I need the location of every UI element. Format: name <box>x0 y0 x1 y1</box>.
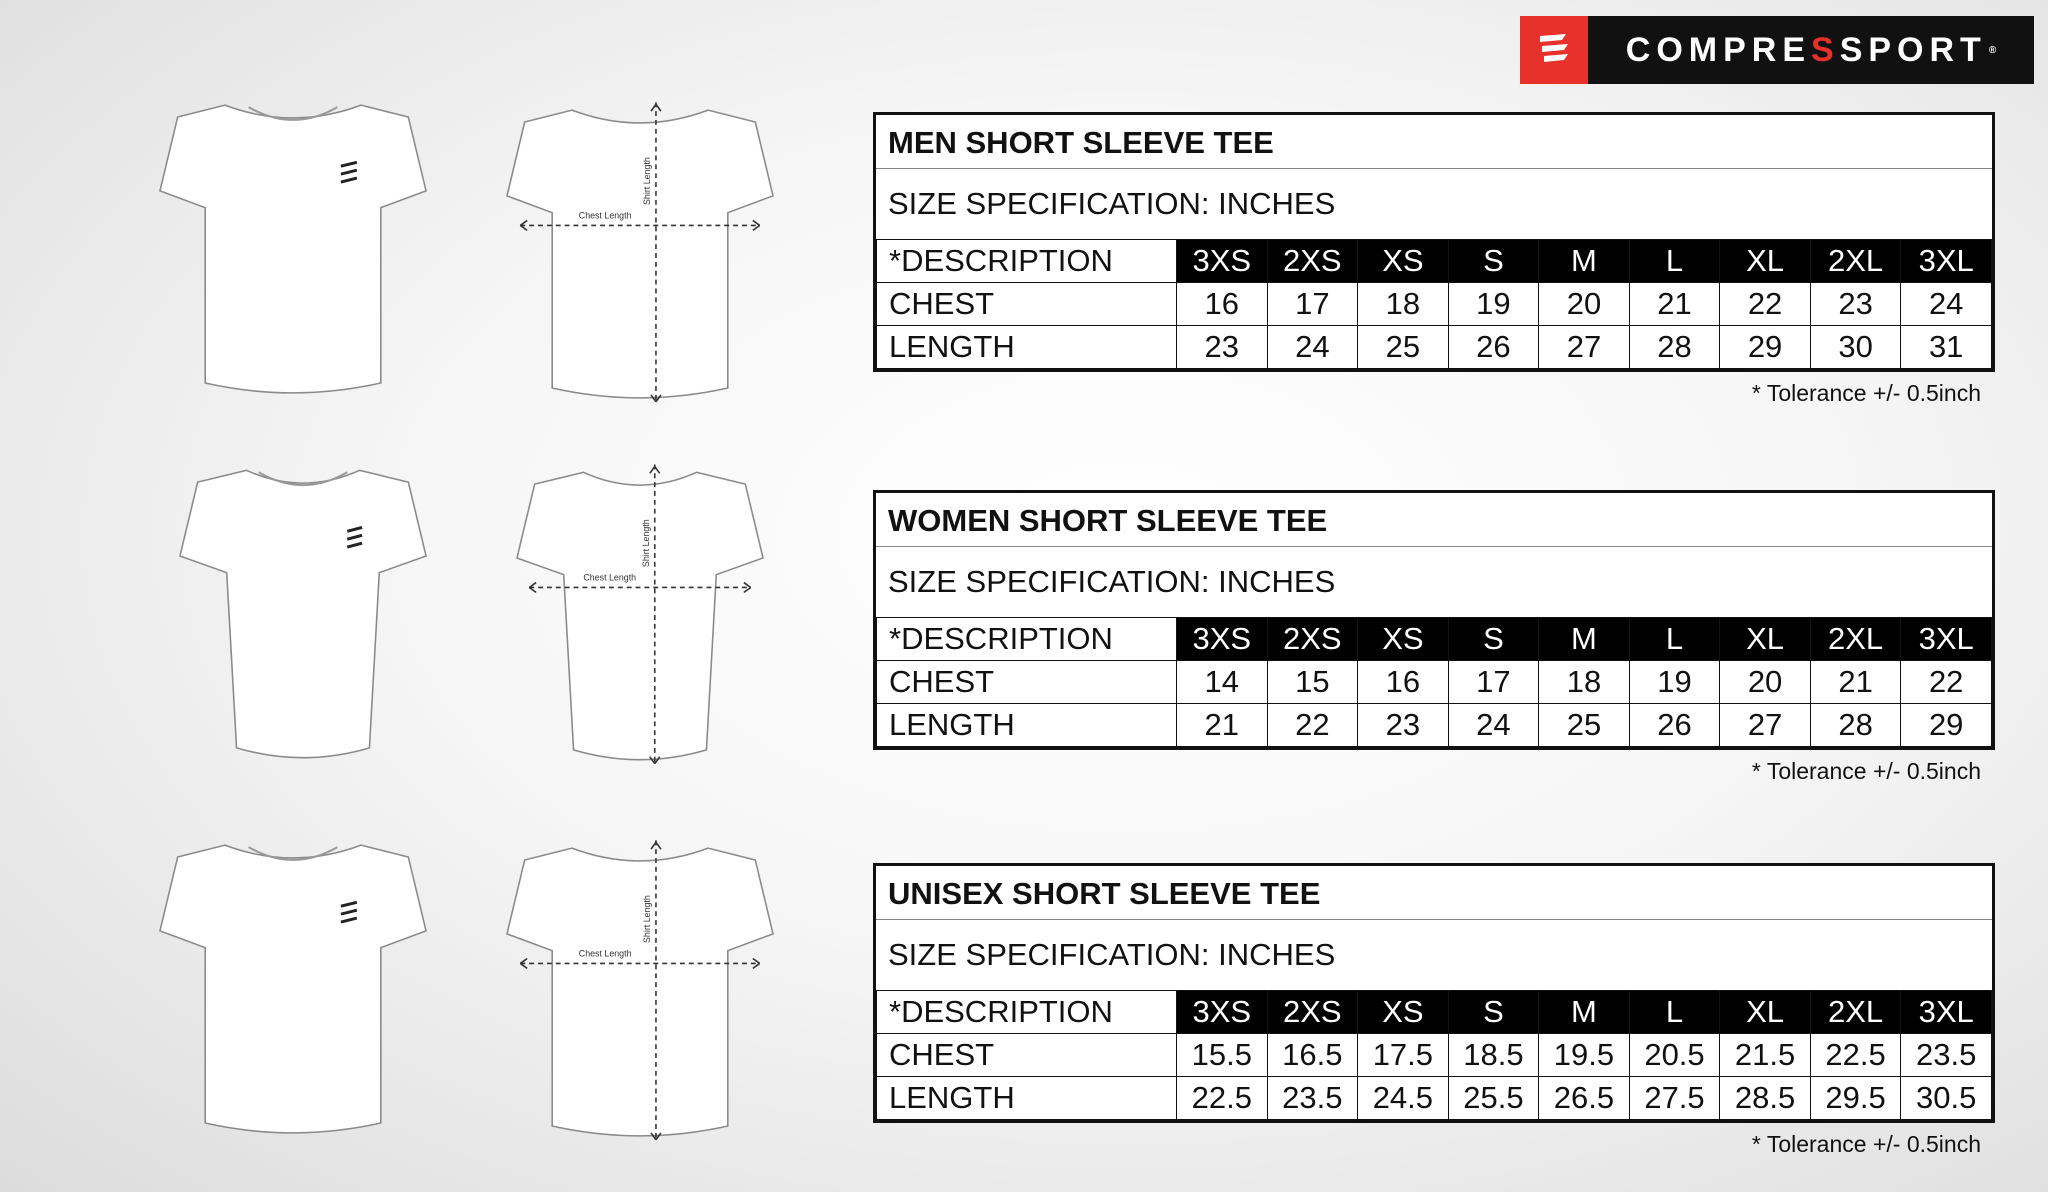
table-cell: 29 <box>1901 704 1992 747</box>
size-header: M <box>1539 240 1630 283</box>
table-cell: 19 <box>1629 661 1720 704</box>
size-header: XS <box>1358 991 1449 1034</box>
row-label: CHEST <box>877 1034 1177 1077</box>
table-cell: 24 <box>1901 283 1992 326</box>
table-title: MEN SHORT SLEEVE TEE <box>876 115 1992 169</box>
table-cell: 21 <box>1810 661 1901 704</box>
table-header-row <box>877 618 1992 661</box>
table-cell: 29 <box>1720 326 1811 369</box>
table-cell: 27 <box>1720 704 1811 747</box>
tolerance-note: * Tolerance +/- 0.5inch <box>1751 758 1981 784</box>
row-label: CHEST <box>877 661 1177 704</box>
table-cell: 23 <box>1358 704 1449 747</box>
size-header: 2XL <box>1810 240 1901 283</box>
table-row <box>877 1077 1992 1120</box>
chest-length-label: Chest Length <box>578 210 632 221</box>
size-header: 2XS <box>1267 618 1358 661</box>
table-header-row <box>877 240 1992 283</box>
size-header: L <box>1629 618 1720 661</box>
size-header: 2XL <box>1810 618 1901 661</box>
table-unit: SIZE SPECIFICATION: INCHES <box>888 937 1336 972</box>
table-cell: 23.5 <box>1267 1077 1358 1120</box>
table-cell: 20.5 <box>1629 1034 1720 1077</box>
size-header: 3XL <box>1901 240 1992 283</box>
table-cell: 30.5 <box>1901 1077 1992 1120</box>
table-cell: 14 <box>1177 661 1268 704</box>
table-cell: 21.5 <box>1720 1034 1811 1077</box>
shirt-front-drawing-2 <box>158 835 428 1145</box>
size-table-0 <box>873 112 1995 407</box>
size-header: S <box>1448 240 1539 283</box>
size-header: 2XS <box>1267 991 1358 1034</box>
table-cell: 26.5 <box>1539 1077 1630 1120</box>
size-spec-table <box>876 990 1992 1120</box>
table-cell: 27.5 <box>1629 1077 1720 1120</box>
shirt-length-label: Shirt Length <box>642 157 653 205</box>
size-header: L <box>1629 991 1720 1034</box>
table-row <box>877 326 1992 369</box>
brand-wordmark: COMPRE S SPORT ® <box>1625 30 1997 69</box>
table-cell: 17 <box>1448 661 1539 704</box>
table-cell: 24.5 <box>1358 1077 1449 1120</box>
table-unit: SIZE SPECIFICATION: INCHES <box>888 564 1336 599</box>
table-cell: 17.5 <box>1358 1034 1449 1077</box>
table-cell: 21 <box>1629 283 1720 326</box>
size-header: 3XL <box>1901 618 1992 661</box>
size-spec-table <box>876 239 1992 369</box>
row-label: LENGTH <box>877 704 1177 747</box>
row-label: LENGTH <box>877 326 1177 369</box>
size-spec-table <box>876 617 1992 747</box>
description-header: *DESCRIPTION <box>877 991 1177 1034</box>
shirt-front-drawing-0 <box>158 95 428 405</box>
table-cell: 22 <box>1720 283 1811 326</box>
table-cell: 30 <box>1810 326 1901 369</box>
chest-length-label: Chest Length <box>583 572 637 583</box>
table-cell: 15.5 <box>1177 1034 1268 1077</box>
table-cell: 26 <box>1629 704 1720 747</box>
size-header: 3XS <box>1177 240 1268 283</box>
brand-logo <box>1520 16 2034 84</box>
table-cell: 17 <box>1267 283 1358 326</box>
table-cell: 31 <box>1901 326 1992 369</box>
table-row <box>877 1034 1992 1077</box>
table-cell: 19 <box>1448 283 1539 326</box>
table-cell: 18.5 <box>1448 1034 1539 1077</box>
size-header: XL <box>1720 991 1811 1034</box>
table-cell: 24 <box>1448 704 1539 747</box>
size-header: S <box>1448 991 1539 1034</box>
size-header: XS <box>1358 618 1449 661</box>
table-cell: 20 <box>1720 661 1811 704</box>
table-cell: 21 <box>1177 704 1268 747</box>
size-header: 3XS <box>1177 991 1268 1034</box>
table-cell: 16 <box>1358 661 1449 704</box>
shirt-back-drawing-1 <box>515 462 765 772</box>
table-unit: SIZE SPECIFICATION: INCHES <box>888 186 1336 221</box>
table-cell: 22 <box>1267 704 1358 747</box>
shirt-front-drawing-1 <box>178 460 428 770</box>
size-header: 2XL <box>1810 991 1901 1034</box>
table-cell: 25 <box>1358 326 1449 369</box>
table-cell: 22 <box>1901 661 1992 704</box>
table-cell: 23.5 <box>1901 1034 1992 1077</box>
table-cell: 16.5 <box>1267 1034 1358 1077</box>
table-cell: 18 <box>1358 283 1449 326</box>
table-cell: 19.5 <box>1539 1034 1630 1077</box>
table-cell: 29.5 <box>1810 1077 1901 1120</box>
tolerance-note: * Tolerance +/- 0.5inch <box>1751 1131 1981 1157</box>
shirt-back-drawing-0 <box>505 100 775 410</box>
table-cell: 26 <box>1448 326 1539 369</box>
size-header: XL <box>1720 618 1811 661</box>
size-table-1 <box>873 490 1995 785</box>
size-header: XS <box>1358 240 1449 283</box>
table-cell: 27 <box>1539 326 1630 369</box>
size-header: M <box>1539 991 1630 1034</box>
description-header: *DESCRIPTION <box>877 618 1177 661</box>
table-cell: 16 <box>1177 283 1268 326</box>
table-cell: 23 <box>1810 283 1901 326</box>
size-header: 2XS <box>1267 240 1358 283</box>
table-cell: 20 <box>1539 283 1630 326</box>
row-label: LENGTH <box>877 1077 1177 1120</box>
table-cell: 25 <box>1539 704 1630 747</box>
table-header-row <box>877 991 1992 1034</box>
table-title: UNISEX SHORT SLEEVE TEE <box>876 866 1992 920</box>
table-cell: 22.5 <box>1177 1077 1268 1120</box>
table-cell: 25.5 <box>1448 1077 1539 1120</box>
table-row <box>877 704 1992 747</box>
row-label: CHEST <box>877 283 1177 326</box>
table-cell: 18 <box>1539 661 1630 704</box>
size-header: 3XL <box>1901 991 1992 1034</box>
table-row <box>877 283 1992 326</box>
table-title: WOMEN SHORT SLEEVE TEE <box>876 493 1992 547</box>
table-cell: 28.5 <box>1720 1077 1811 1120</box>
compressport-logo-icon <box>1520 16 1588 84</box>
table-cell: 28 <box>1629 326 1720 369</box>
table-cell: 24 <box>1267 326 1358 369</box>
shirt-length-label: Shirt Length <box>640 519 651 568</box>
table-cell: 15 <box>1267 661 1358 704</box>
table-cell: 23 <box>1177 326 1268 369</box>
description-header: *DESCRIPTION <box>877 240 1177 283</box>
table-row <box>877 661 1992 704</box>
size-header: XL <box>1720 240 1811 283</box>
size-header: L <box>1629 240 1720 283</box>
size-header: 3XS <box>1177 618 1268 661</box>
size-header: M <box>1539 618 1630 661</box>
size-table-2 <box>873 863 1995 1158</box>
shirt-back-drawing-2 <box>505 838 775 1148</box>
shirt-length-label: Shirt Length <box>642 895 653 943</box>
size-header: S <box>1448 618 1539 661</box>
table-cell: 22.5 <box>1810 1034 1901 1077</box>
tolerance-note: * Tolerance +/- 0.5inch <box>1751 380 1981 406</box>
table-cell: 28 <box>1810 704 1901 747</box>
chest-length-label: Chest Length <box>578 948 632 959</box>
